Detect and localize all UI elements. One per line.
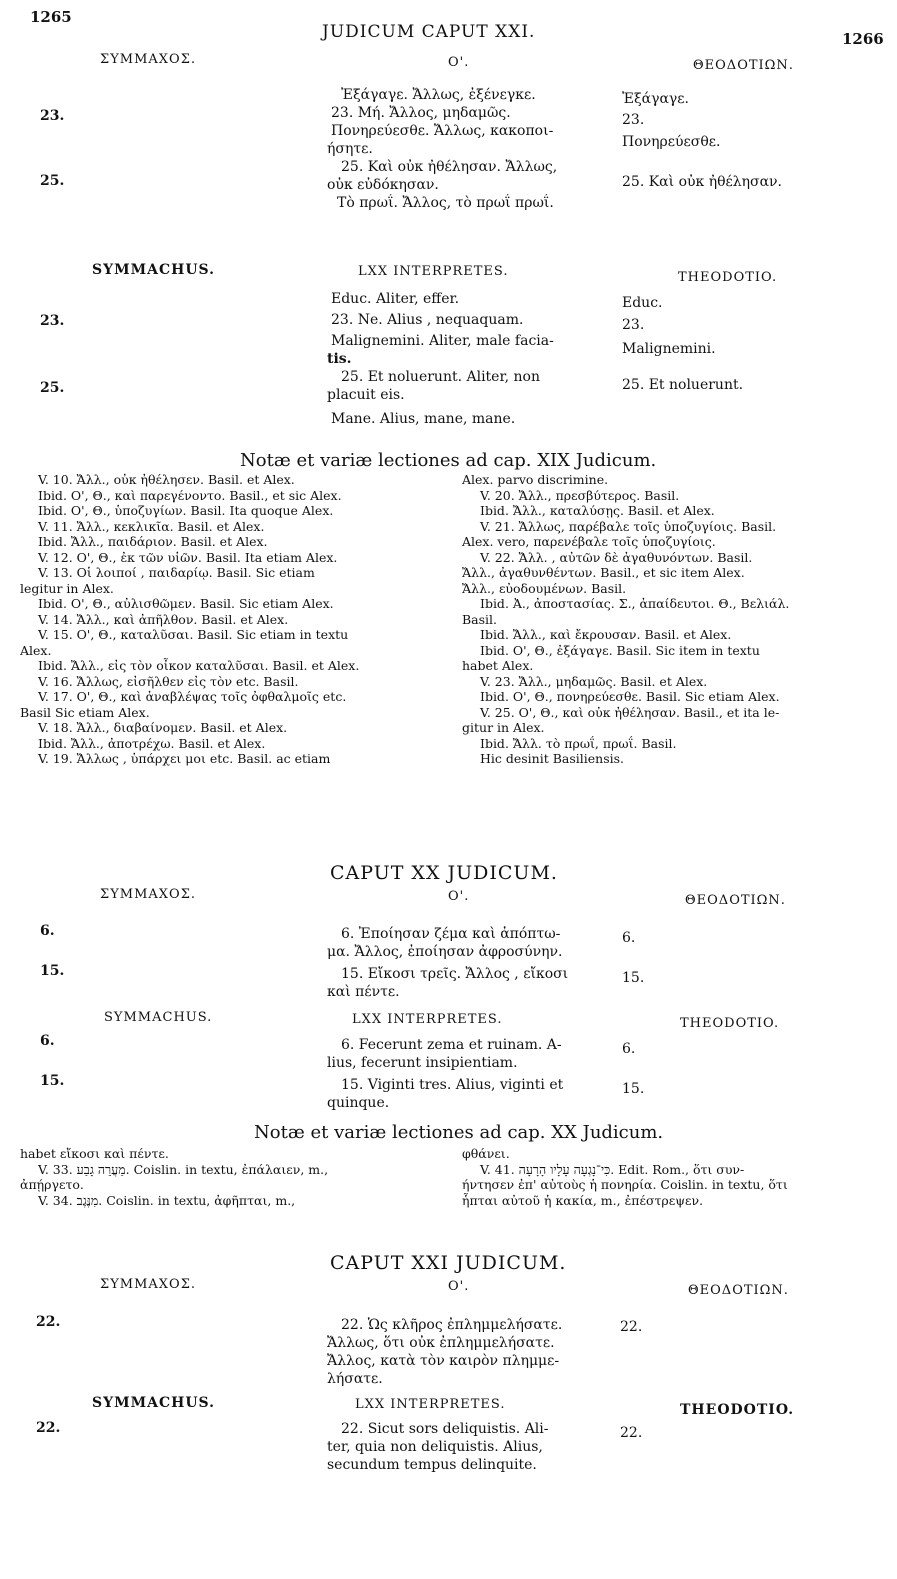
text-line: 15.: [622, 1081, 645, 1097]
note-line: V. 16. Ἄλλως, εἰσῆλθεν εἰς τὸν etc. Basil.: [38, 673, 299, 689]
chapter-title: CAPUT XX JUDICUM.: [330, 862, 558, 884]
verse-number: 25.: [40, 380, 65, 396]
text-line: 22.: [620, 1425, 643, 1441]
text-line: 22.: [620, 1319, 643, 1335]
text-line: 22. Ὡς κλῆρος ἐπλημμελήσατε.: [341, 1317, 563, 1333]
text-line: 15.: [622, 970, 645, 986]
lxx-greek-text: [327, 1316, 592, 1388]
verse-number: 6.: [40, 1033, 55, 1049]
note-line: Ibid. O', Θ., καὶ παρεγένοντο. Basil., et sic Alex.: [38, 487, 342, 503]
lxx-latin-text: [327, 1420, 592, 1474]
col-header-symmachus-greek: ΣΥΜΜΑΧΟΣ.: [100, 1277, 197, 1292]
col-header-theodotion-latin: THEODOTIO.: [680, 1016, 780, 1031]
note-line: habet εἴκοσι καὶ πέντε.: [20, 1146, 169, 1161]
text-line: 22. Sicut sors deliquistis. Ali-: [341, 1421, 549, 1437]
text-line: ter, quia non deliquistis. Alius,: [327, 1439, 543, 1455]
col-header-lxx-latin: LXX INTERPRETES.: [355, 1397, 506, 1412]
note-line: Ibid. Ἄλλ., εἰς τὸν οἶκον καταλῦσαι. Basil. et Alex.: [38, 658, 360, 673]
note-line: gitur in Alex.: [462, 720, 545, 735]
text-line: Πονηρεύεσθε.: [622, 134, 721, 150]
note-line: V. 34. מִנֶּגֶב. Coislin. in textu, ἀφῆπται, m.,: [38, 1192, 296, 1208]
note-line: Ibid. O', Θ., ὑποζυγίων. Basil. Ita quoque Alex.: [38, 503, 334, 518]
text-line: καὶ πέντε.: [327, 984, 400, 1000]
notes-right-column: [462, 472, 882, 767]
notes-left-column: [20, 472, 445, 767]
note-line: φθάνει.: [462, 1146, 510, 1161]
text-line: Ἐξάγαγε. Ἄλλως, ἐξένεγκε.: [341, 87, 536, 103]
note-line: Ibid. Ἄλλ., ἀποτρέχω. Basil. et Alex.: [38, 735, 266, 751]
page-number-right: 1266: [842, 30, 884, 48]
notes-left-column: [20, 1146, 445, 1208]
text-line: 15. Εἴκοσι τρεῖς. Ἄλλος , εἴκοσι: [341, 966, 569, 982]
chapter-title: CAPUT XXI JUDICUM.: [330, 1252, 567, 1274]
theodotion-latin-text: [620, 1424, 642, 1442]
text-line: Educ. Aliter, effer.: [331, 291, 460, 307]
text-line: tis.: [327, 351, 352, 367]
note-line: V. 25. O', Θ., καὶ οὐκ ἠθέλησαν. Basil., et ita le-: [480, 704, 780, 720]
lxx-greek-text: [327, 86, 592, 212]
text-line: 25. Et noluerunt. Aliter, non: [341, 369, 540, 385]
col-header-theodotion-greek: ΘΕΟΔΟΤΙΩΝ.: [685, 893, 786, 908]
note-line: V. 41. כִּי־נָגְעָה עָלָיו הָרָעָה. Edit. Rom., ὅτι συν-: [480, 1161, 745, 1177]
note-line: Ibid. Ἄλλ., καταλύσῃς. Basil. et Alex.: [480, 503, 715, 518]
note-line: Alex. parvo discrimine.: [462, 472, 609, 487]
col-header-theodotion-latin: THEODOTIO.: [678, 270, 778, 285]
note-line: Basil.: [462, 611, 498, 627]
note-line: V. 15. O', Θ., καταλῦσαι. Basil. Sic etiam in textu: [38, 627, 349, 642]
col-header-symmachus-greek: ΣΥΜΜΑΧΟΣ.: [100, 52, 197, 67]
note-line: habet Alex.: [462, 658, 534, 673]
text-line: 25. Καὶ οὐκ ἠθέλησαν.: [622, 174, 783, 190]
theodotion-latin-text: [622, 294, 743, 394]
note-line: Ἄλλ., ἀγαθυνθέντων. Basil., et sic item Alex.: [462, 565, 745, 580]
note-line: Ibid. O', Θ., αὐλισθῶμεν. Basil. Sic etiam Alex.: [38, 596, 334, 611]
verse-number: 6.: [40, 923, 55, 939]
text-line: Ἄλλως, ὅτι οὐκ ἐπλημμελήσατε.: [327, 1335, 555, 1351]
note-line: V. 18. Ἄλλ., διαβαίνομεν. Basil. et Alex.: [38, 720, 288, 735]
text-line: placuit eis.: [327, 387, 405, 403]
note-line: V. 12. O', Θ., ἐκ τῶν υἱῶν. Basil. Ita etiam Alex.: [38, 549, 338, 565]
col-header-theodotion-greek: ΘΕΟΔΟΤΙΩΝ.: [693, 58, 794, 73]
text-line: lius, fecerunt insipientiam.: [327, 1055, 518, 1071]
verse-number: 15.: [40, 963, 65, 979]
note-line: legitur in Alex.: [20, 580, 114, 596]
note-line: V. 17. O', Θ., καὶ ἀναβλέψας τοῖς ὀφθαλμοῖς etc.: [38, 689, 347, 704]
col-header-symmachus-greek: ΣΥΜΜΑΧΟΣ.: [100, 887, 197, 902]
col-header-lxx-greek: O'.: [448, 889, 470, 904]
notes-title: Notæ et variæ lectiones ad cap. XIX Judicum.: [240, 450, 657, 471]
page-number-left: 1265: [30, 8, 72, 26]
note-line: Basil Sic etiam Alex.: [20, 704, 150, 720]
verse-number: 15.: [40, 1073, 65, 1089]
lxx-latin-text: [327, 290, 592, 428]
note-line: V. 23. Ἄλλ., μηδαμῶς. Basil. et Alex.: [480, 673, 708, 689]
text-line: Educ.: [622, 295, 663, 311]
theodotion-latin-text: [622, 1040, 644, 1098]
lxx-latin-text: [327, 1036, 592, 1112]
note-line: Ibid. Ἄλλ. τὸ πρωΐ, πρωΐ. Basil.: [480, 735, 677, 751]
note-line: Ibid. Ἄλλ., παιδάριον. Basil. et Alex.: [38, 534, 268, 549]
theodotion-greek-text: [622, 90, 782, 191]
col-header-symmachus-latin: SYMMACHUS.: [104, 1010, 213, 1025]
text-line: 25. Et noluerunt.: [622, 377, 744, 393]
text-line: Malignemini. Aliter, male facia-: [331, 333, 554, 349]
col-header-symmachus-latin: SYMMACHUS.: [92, 262, 216, 278]
text-line: 25. Καὶ οὐκ ἠθέλησαν. Ἄλλως,: [341, 159, 558, 175]
note-line: V. 21. Ἄλλως, παρέβαλε τοῖς ὑποζυγίοις. Basil.: [480, 518, 777, 534]
col-header-lxx-greek: O'.: [448, 1279, 470, 1294]
text-line: Τὸ πρωΐ. Ἄλλος, τὸ πρωΐ πρωΐ.: [337, 195, 554, 211]
verse-number: 25.: [40, 173, 65, 189]
text-line: quinque.: [327, 1095, 390, 1111]
col-header-theodotion-greek: ΘΕΟΔΟΤΙΩΝ.: [688, 1283, 789, 1298]
text-line: 6.: [622, 1041, 636, 1057]
text-line: 23.: [622, 317, 645, 333]
text-line: 6.: [622, 930, 636, 946]
note-line: V. 33. מַעֲרֵה גָבַע. Coislin. in textu, ἐπάλαιεν, m.,: [38, 1161, 329, 1177]
note-line: V. 11. Ἄλλ., κεκλικῖα. Basil. et Alex.: [38, 518, 265, 534]
text-line: ήσητε.: [327, 141, 373, 157]
note-line: Ibid. Ἀ., ἀποστασίας. Σ., ἀπαίδευτοι. Θ., Βελιάλ.: [480, 596, 790, 611]
text-line: Ἐξάγαγε.: [622, 91, 689, 107]
theodotion-greek-text: [620, 1318, 642, 1336]
col-header-theodotion-latin: THEODOTIO.: [680, 1402, 795, 1418]
notes-title: Notæ et variæ lectiones ad cap. XX Judicum.: [254, 1122, 664, 1143]
text-line: 6. Fecerunt zema et ruinam. A-: [341, 1037, 562, 1053]
text-line: 23.: [622, 112, 645, 128]
verse-number: 22.: [36, 1314, 61, 1330]
text-line: λήσατε.: [327, 1371, 383, 1387]
note-line: V. 14. Ἄλλ., καὶ ἀπῆλθον. Basil. et Alex.: [38, 611, 289, 627]
note-line: Ibid. O', Θ., ἐξάγαγε. Basil. Sic item in textu: [480, 642, 760, 658]
col-header-lxx-greek: O'.: [448, 55, 470, 70]
text-line: 6. Ἐποίησαν ζέμα καὶ ἀπόπτω-: [341, 926, 561, 942]
note-line: Ἄλλ., εὐοδουμένων. Basil.: [462, 580, 627, 596]
notes-right-column: [462, 1146, 882, 1208]
text-line: οὐκ εὐδόκησαν.: [327, 177, 439, 193]
running-head: JUDICUM CAPUT XXI.: [322, 22, 536, 42]
note-line: V. 20. Ἄλλ., πρεσβύτερος. Basil.: [480, 487, 680, 503]
verse-number: 22.: [36, 1420, 61, 1436]
note-line: ἧπται αὐτοῦ ἡ κακία, m., ἐπέστρεψεν.: [462, 1192, 704, 1208]
text-line: Mane. Alius, mane, mane.: [331, 411, 516, 427]
note-line: Ibid. O', Θ., πονηρεύεσθε. Basil. Sic etiam Alex.: [480, 689, 780, 704]
theodotion-greek-text: [622, 929, 644, 987]
note-line: Alex.: [20, 642, 52, 658]
verse-number: 23.: [40, 313, 65, 329]
text-line: Malignemini.: [622, 341, 716, 357]
text-line: 23. Μή. Ἄλλος, μηδαμῶς.: [331, 105, 511, 121]
col-header-lxx-latin: LXX INTERPRETES.: [352, 1012, 503, 1027]
text-line: μα. Ἄλλος, ἐποίησαν ἀφροσύνην.: [327, 944, 563, 960]
col-header-lxx-latin: LXX INTERPRETES.: [358, 264, 509, 279]
note-line: Hic desinit Basiliensis.: [480, 751, 625, 766]
text-line: Πονηρεύεσθε. Ἄλλως, κακοποι-: [331, 123, 554, 139]
note-line: V. 10. Ἄλλ., οὐκ ἠθέλησεν. Basil. et Alex.: [38, 472, 295, 487]
note-line: ἀπῄργετο.: [20, 1177, 84, 1192]
verse-number: 23.: [40, 108, 65, 124]
col-header-symmachus-latin: SYMMACHUS.: [92, 1395, 216, 1411]
note-line: V. 22. Ἄλλ. , αὐτῶν δὲ ἀγαθυνόντων. Basil.: [480, 549, 753, 565]
lxx-greek-text: [327, 925, 592, 1001]
text-line: 15. Viginti tres. Alius, viginti et: [341, 1077, 564, 1093]
text-line: secundum tempus delinquite.: [327, 1457, 537, 1473]
note-line: V. 13. Οἱ λοιποί , παιδαρίῳ. Basil. Sic etiam: [38, 565, 315, 580]
note-line: Ibid. Ἄλλ., καὶ ἔκρουσαν. Basil. et Alex.: [480, 627, 732, 642]
text-line: Ἄλλος, κατὰ τὸν καιρὸν πλημμε-: [327, 1353, 560, 1369]
note-line: Alex. vero, παρενέβαλε τοῖς ὑποζυγίοις.: [462, 534, 716, 549]
text-line: 23. Ne. Alius , nequaquam.: [331, 312, 524, 328]
note-line: ήντησεν ἐπ' αὐτοὺς ἡ πονηρία. Coislin. in textu, ὅτι: [462, 1177, 788, 1192]
note-line: V. 19. Ἄλλως , ὑπάρχει μοι etc. Basil. ac etiam: [38, 751, 331, 766]
